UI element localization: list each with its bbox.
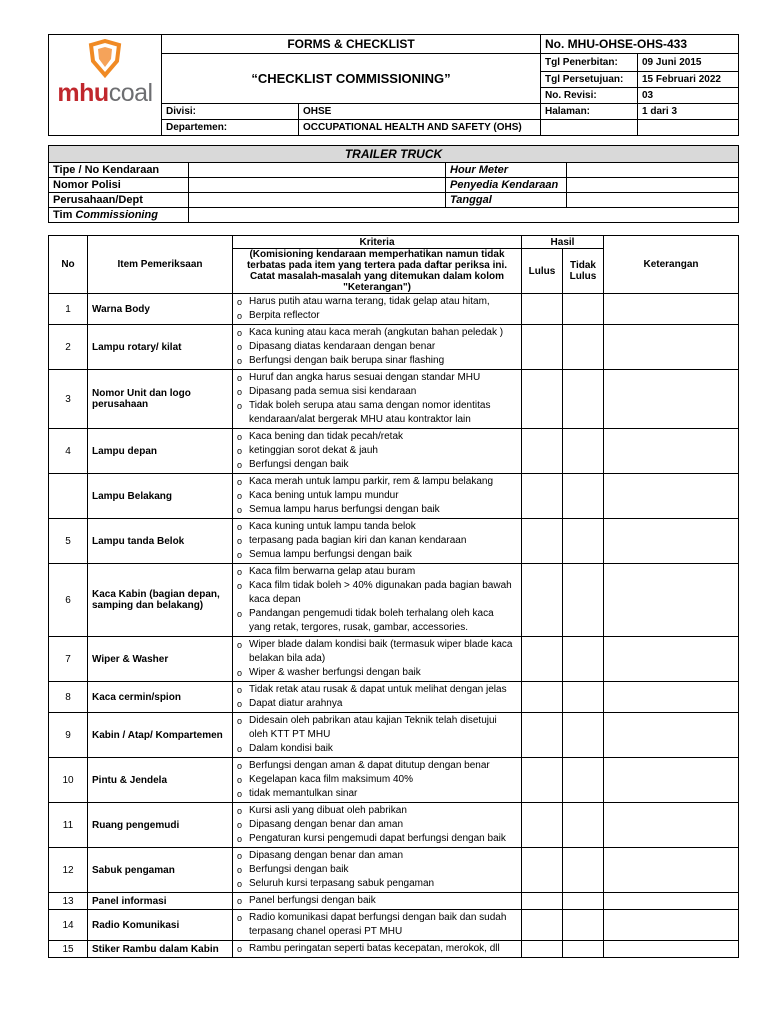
bullet-icon: o [237, 432, 243, 442]
criteria-cell [233, 564, 522, 637]
criteria-text: Dapat diatur arahnya [249, 698, 343, 709]
col-no: No [49, 236, 88, 294]
bullet-icon: o [237, 446, 243, 456]
bullet-icon: o [237, 775, 243, 785]
criteria-text: Kaca film berwarna gelap atau buram [249, 566, 416, 577]
criteria-text: ketinggian sorot dekat & jauh [249, 445, 378, 456]
departemen-label: Departemen: [162, 120, 299, 136]
row-number: 8 [49, 682, 88, 713]
criteria-cell [233, 758, 522, 803]
bullet-icon: o [237, 297, 243, 307]
criteria-text: Radio komunikasi dapat berfungsi dengan baik dan sudah terpasang chanel operasi PT MHU [249, 912, 507, 937]
meta-value: 03 [638, 88, 739, 104]
criteria-cell [233, 519, 522, 564]
tidak-lulus-cell[interactable] [563, 758, 604, 803]
tidak-lulus-cell[interactable] [563, 294, 604, 325]
criteria-text: Kursi asli yang dibuat oleh pabrikan [249, 805, 407, 816]
bullet-icon: o [237, 387, 243, 397]
bullet-icon: o [237, 834, 243, 844]
criteria-text: Kaca bening dan tidak pecah/retak [249, 431, 403, 442]
criteria-item [237, 742, 517, 756]
bullet-icon: o [237, 668, 243, 678]
checklist-row [49, 803, 739, 848]
criteria-text: Berfungsi dengan baik berupa sinar flashing [249, 355, 445, 366]
vehicle-field-label: Perusahaan/Dept [49, 193, 189, 208]
criteria-item [237, 759, 517, 773]
criteria-item [237, 773, 517, 787]
lulus-cell[interactable] [522, 370, 563, 429]
criteria-item [237, 804, 517, 818]
bullet-icon: o [237, 460, 243, 470]
tidak-lulus-cell[interactable] [563, 941, 604, 958]
row-number: 9 [49, 713, 88, 758]
criteria-item [237, 849, 517, 863]
criteria-text: Pengaturan kursi pengemudi dapat berfungsi dengan baik [249, 833, 506, 844]
criteria-item [237, 942, 517, 956]
criteria-text: Harus putih atau warna terang, tidak gelap atau hitam, [249, 296, 490, 307]
criteria-cell [233, 893, 522, 910]
bullet-icon: o [237, 356, 243, 366]
criteria-text: Seluruh kursi terpasang sabuk pengaman [249, 878, 435, 889]
criteria-item [237, 818, 517, 832]
criteria-text: Wiper & washer berfungsi dengan baik [249, 667, 421, 678]
bullet-icon: o [237, 820, 243, 830]
criteria-item [237, 565, 517, 579]
item-name: Ruang pengemudi [88, 803, 233, 848]
criteria-item [237, 683, 517, 697]
criteria-cell [233, 370, 522, 429]
criteria-text: Semua lampu berfungsi dengan baik [249, 549, 412, 560]
keterangan-cell[interactable] [604, 637, 739, 682]
meta-label: Tgl Persetujuan: [541, 72, 638, 88]
criteria-item [237, 309, 517, 323]
lulus-cell[interactable] [522, 682, 563, 713]
keterangan-cell[interactable] [604, 713, 739, 758]
criteria-text: tidak memantulkan sinar [249, 788, 358, 799]
criteria-text: Dalam kondisi baik [249, 743, 333, 754]
criteria-cell [233, 429, 522, 474]
bullet-icon: o [237, 913, 243, 923]
bullet-icon: o [237, 328, 243, 338]
tidak-lulus-cell[interactable] [563, 474, 604, 519]
criteria-text: Kegelapan kaca film maksimum 40% [249, 774, 413, 785]
lulus-cell[interactable] [522, 519, 563, 564]
criteria-text: Dipasang dengan benar dan aman [249, 850, 404, 861]
tidak-lulus-cell[interactable] [563, 893, 604, 910]
tidak-lulus-cell[interactable] [563, 429, 604, 474]
criteria-item [237, 458, 517, 472]
checklist-row [49, 758, 739, 803]
meta-label: No. Revisi: [541, 88, 638, 104]
bullet-icon: o [237, 550, 243, 560]
criteria-text: Berfungsi dengan baik [249, 459, 349, 470]
criteria-text: Dipasang dengan benar dan aman [249, 819, 404, 830]
row-number: 10 [49, 758, 88, 803]
item-name: Lampu depan [88, 429, 233, 474]
criteria-cell [233, 713, 522, 758]
lulus-cell[interactable] [522, 637, 563, 682]
criteria-text: Rambu peringatan seperti batas kecepatan, merokok, dll [249, 943, 500, 954]
lulus-cell[interactable] [522, 325, 563, 370]
criteria-text: Dipasang diatas kendaraan dengan benar [249, 341, 436, 352]
col-item: Item Pemeriksaan [88, 236, 233, 294]
criteria-item [237, 354, 517, 368]
checklist-row [49, 713, 739, 758]
criteria-item [237, 399, 517, 427]
bullet-icon: o [237, 609, 243, 619]
vehicle-field-label: Tim Commissioning [49, 208, 189, 223]
criteria-item [237, 787, 517, 801]
criteria-item [237, 385, 517, 399]
criteria-cell [233, 325, 522, 370]
bullet-icon: o [237, 851, 243, 861]
criteria-cell [233, 848, 522, 893]
keterangan-cell[interactable] [604, 910, 739, 941]
row-number: 1 [49, 294, 88, 325]
keterangan-cell[interactable] [604, 474, 739, 519]
vehicle-field-label: Penyedia Kendaraan [446, 178, 567, 193]
checklist-row [49, 682, 739, 713]
criteria-text: Kaca kuning atau kaca merah (angkutan bahan peledak ) [249, 327, 504, 338]
meta-label: Tgl Penerbitan: [541, 54, 638, 72]
criteria-item [237, 371, 517, 385]
row-number: 15 [49, 941, 88, 958]
keterangan-cell[interactable] [604, 682, 739, 713]
item-name: Panel informasi [88, 893, 233, 910]
bullet-icon: o [237, 640, 243, 650]
bullet-icon: o [237, 744, 243, 754]
tidak-lulus-cell[interactable] [563, 910, 604, 941]
criteria-cell [233, 682, 522, 713]
divisi-value: OHSE [299, 104, 541, 120]
tidak-lulus-cell[interactable] [563, 325, 604, 370]
criteria-item [237, 340, 517, 354]
item-name: Lampu Belakang [88, 474, 233, 519]
bullet-icon: o [237, 505, 243, 515]
criteria-item [237, 579, 517, 607]
bullet-icon: o [237, 522, 243, 532]
bullet-icon: o [237, 491, 243, 501]
col-keterangan: Keterangan [604, 236, 739, 294]
criteria-text: Didesain oleh pabrikan atau kajian Teknik telah disetujui oleh KTT PT MHU [249, 715, 497, 740]
tidak-lulus-cell[interactable] [563, 803, 604, 848]
criteria-item [237, 832, 517, 846]
vehicle-field-label: Nomor Polisi [49, 178, 189, 193]
item-name: Wiper & Washer [88, 637, 233, 682]
item-name: Pintu & Jendela [88, 758, 233, 803]
criteria-cell [233, 294, 522, 325]
checklist-row [49, 941, 739, 958]
lulus-cell[interactable] [522, 758, 563, 803]
lulus-cell[interactable] [522, 848, 563, 893]
row-number: 4 [49, 429, 88, 474]
document-number: No. MHU-OHSE-OHS-433 [541, 35, 739, 54]
row-number: 5 [49, 519, 88, 564]
criteria-text: Pandangan pengemudi tidak boleh terhalang oleh kaca yang retak, tergores, rusak, gambar, accessories. [249, 608, 494, 633]
lulus-cell[interactable] [522, 803, 563, 848]
keterangan-cell[interactable] [604, 848, 739, 893]
bullet-icon: o [237, 567, 243, 577]
bullet-icon: o [237, 477, 243, 487]
checklist-body [49, 294, 739, 958]
criteria-text: Tidak retak atau rusak & dapat untuk melihat dengan jelas [249, 684, 507, 695]
bullet-icon: o [237, 865, 243, 875]
item-name: Sabuk pengaman [88, 848, 233, 893]
checklist-row [49, 519, 739, 564]
criteria-item [237, 607, 517, 635]
criteria-item [237, 911, 517, 939]
bullet-icon: o [237, 944, 243, 954]
criteria-item [237, 697, 517, 711]
item-name: Radio Komunikasi [88, 910, 233, 941]
checklist-row [49, 474, 739, 519]
logo-wordmark: mhucoal [57, 79, 153, 107]
tidak-lulus-cell[interactable] [563, 519, 604, 564]
criteria-item [237, 863, 517, 877]
bullet-icon: o [237, 761, 243, 771]
row-number: 11 [49, 803, 88, 848]
criteria-cell [233, 803, 522, 848]
vehicle-field-input[interactable] [189, 208, 739, 223]
criteria-item [237, 877, 517, 891]
keterangan-cell[interactable] [604, 941, 739, 958]
meta-label: Halaman: [541, 104, 638, 120]
bullet-icon: o [237, 806, 243, 816]
criteria-cell [233, 910, 522, 941]
keterangan-cell[interactable] [604, 893, 739, 910]
item-name: Kaca cermin/spion [88, 682, 233, 713]
criteria-text: terpasang pada bagian kiri dan kanan kendaraan [249, 535, 467, 546]
empty-cell [638, 120, 739, 136]
departemen-value: OCCUPATIONAL HEALTH AND SAFETY (OHS) [299, 120, 541, 136]
bullet-icon: o [237, 789, 243, 799]
criteria-item [237, 714, 517, 742]
criteria-item [237, 638, 517, 666]
criteria-item [237, 489, 517, 503]
criteria-text: Kaca bening untuk lampu mundur [249, 490, 399, 501]
criteria-text: Berpita reflector [249, 310, 320, 321]
checklist-row [49, 564, 739, 637]
tidak-lulus-cell[interactable] [563, 637, 604, 682]
lulus-cell[interactable] [522, 941, 563, 958]
bullet-icon: o [237, 896, 243, 906]
vehicle-field-input[interactable] [567, 193, 739, 208]
criteria-item [237, 430, 517, 444]
vehicle-title: TRAILER TRUCK [49, 146, 739, 163]
criteria-cell [233, 474, 522, 519]
vehicle-field-input[interactable] [189, 193, 446, 208]
row-number: 2 [49, 325, 88, 370]
tidak-lulus-cell[interactable] [563, 370, 604, 429]
lulus-cell[interactable] [522, 893, 563, 910]
criteria-text: Huruf dan angka harus sesuai dengan standar MHU [249, 372, 481, 383]
checklist-row [49, 325, 739, 370]
criteria-text: Panel berfungsi dengan baik [249, 895, 376, 906]
document-header [48, 34, 739, 136]
empty-cell [541, 120, 638, 136]
document-title: “CHECKLIST COMMISSIONING” [162, 54, 541, 104]
criteria-item [237, 894, 517, 908]
checklist-table [48, 235, 739, 958]
vehicle-field-input[interactable] [189, 178, 446, 193]
criteria-item [237, 326, 517, 340]
keterangan-cell[interactable] [604, 429, 739, 474]
kriteria-note: (Komisioning kendaraan memperhatikan namun tidak terbatas pada item yang tertera pada daftar periksa ini. Catat masalah-masalah yang ditemukan dalam kolom "Keterangan") [233, 249, 522, 294]
checklist-row [49, 294, 739, 325]
checklist-row [49, 637, 739, 682]
lulus-cell[interactable] [522, 429, 563, 474]
vehicle-field-label: Tipe / No Kendaraan [49, 163, 189, 178]
criteria-item [237, 444, 517, 458]
item-name: Lampu tanda Belok [88, 519, 233, 564]
col-kriteria: Kriteria [233, 236, 522, 249]
vehicle-info-table [48, 145, 739, 223]
item-name: Kaca Kabin (bagian depan, samping dan belakang) [88, 564, 233, 637]
item-name: Nomor Unit dan logo perusahaan [88, 370, 233, 429]
criteria-text: Semua lampu harus berfungsi dengan baik [249, 504, 440, 515]
item-name: Warna Body [88, 294, 233, 325]
tidak-lulus-cell[interactable] [563, 564, 604, 637]
criteria-item [237, 520, 517, 534]
col-lulus: Lulus [522, 249, 563, 294]
tidak-lulus-cell[interactable] [563, 682, 604, 713]
lulus-cell[interactable] [522, 474, 563, 519]
meta-value: 1 dari 3 [638, 104, 739, 120]
lulus-cell[interactable] [522, 910, 563, 941]
checklist-row [49, 910, 739, 941]
checklist-row [49, 370, 739, 429]
tidak-lulus-cell[interactable] [563, 713, 604, 758]
logo-cell [49, 35, 162, 136]
bullet-icon: o [237, 342, 243, 352]
keterangan-cell[interactable] [604, 294, 739, 325]
criteria-text: Berfungsi dengan baik [249, 864, 349, 875]
row-number: 7 [49, 637, 88, 682]
criteria-text: Berfungsi dengan aman & dapat ditutup dengan benar [249, 760, 490, 771]
keterangan-cell[interactable] [604, 803, 739, 848]
vehicle-field-label: Tanggal [446, 193, 567, 208]
row-number: 14 [49, 910, 88, 941]
criteria-text: Dipasang pada semua sisi kendaraan [249, 386, 417, 397]
col-tidak-lulus: Tidak Lulus [563, 249, 604, 294]
col-hasil: Hasil [522, 236, 604, 249]
bullet-icon: o [237, 699, 243, 709]
criteria-item [237, 666, 517, 680]
bullet-icon: o [237, 716, 243, 726]
keterangan-cell[interactable] [604, 325, 739, 370]
bullet-icon: o [237, 401, 243, 411]
criteria-item [237, 548, 517, 562]
form-type: FORMS & CHECKLIST [162, 35, 541, 54]
criteria-item [237, 295, 517, 309]
bullet-icon: o [237, 536, 243, 546]
criteria-text: Kaca film tidak boleh > 40% digunakan pada bagian bawah kaca depan [249, 580, 512, 605]
tidak-lulus-cell[interactable] [563, 848, 604, 893]
keterangan-cell[interactable] [604, 758, 739, 803]
keterangan-cell[interactable] [604, 564, 739, 637]
row-number [49, 474, 88, 519]
criteria-item [237, 475, 517, 489]
meta-value: 09 Juni 2015 [638, 54, 739, 72]
criteria-cell [233, 637, 522, 682]
keterangan-cell[interactable] [604, 370, 739, 429]
bullet-icon: o [237, 373, 243, 383]
vehicle-field-input[interactable] [567, 178, 739, 193]
criteria-item [237, 503, 517, 517]
lulus-cell[interactable] [522, 564, 563, 637]
checklist-row [49, 848, 739, 893]
lulus-cell[interactable] [522, 713, 563, 758]
divisi-label: Divisi: [162, 104, 299, 120]
vehicle-field-label: Hour Meter [446, 163, 567, 178]
checklist-row [49, 429, 739, 474]
vehicle-field-input[interactable] [189, 163, 446, 178]
row-number: 6 [49, 564, 88, 637]
bullet-icon: o [237, 879, 243, 889]
criteria-text: Wiper blade dalam kondisi baik (termasuk wiper blade kaca belakan bila ada) [249, 639, 513, 664]
mhu-logo-icon [87, 39, 123, 79]
checklist-row [49, 893, 739, 910]
item-name: Stiker Rambu dalam Kabin [88, 941, 233, 958]
row-number: 13 [49, 893, 88, 910]
bullet-icon: o [237, 581, 243, 591]
bullet-icon: o [237, 311, 243, 321]
bullet-icon: o [237, 685, 243, 695]
lulus-cell[interactable] [522, 294, 563, 325]
item-name: Kabin / Atap/ Kompartemen [88, 713, 233, 758]
item-name: Lampu rotary/ kilat [88, 325, 233, 370]
criteria-text: Tidak boleh serupa atau sama dengan nomor identitas kendaraan/alat bergerak MHU atau kontraktor lain [249, 400, 491, 425]
meta-value: 15 Februari 2022 [638, 72, 739, 88]
criteria-text: Kaca merah untuk lampu parkir, rem & lampu belakang [249, 476, 494, 487]
criteria-cell [233, 941, 522, 958]
row-number: 3 [49, 370, 88, 429]
criteria-text: Kaca kuning untuk lampu tanda belok [249, 521, 416, 532]
vehicle-field-input[interactable] [567, 163, 739, 178]
criteria-item [237, 534, 517, 548]
row-number: 12 [49, 848, 88, 893]
keterangan-cell[interactable] [604, 519, 739, 564]
